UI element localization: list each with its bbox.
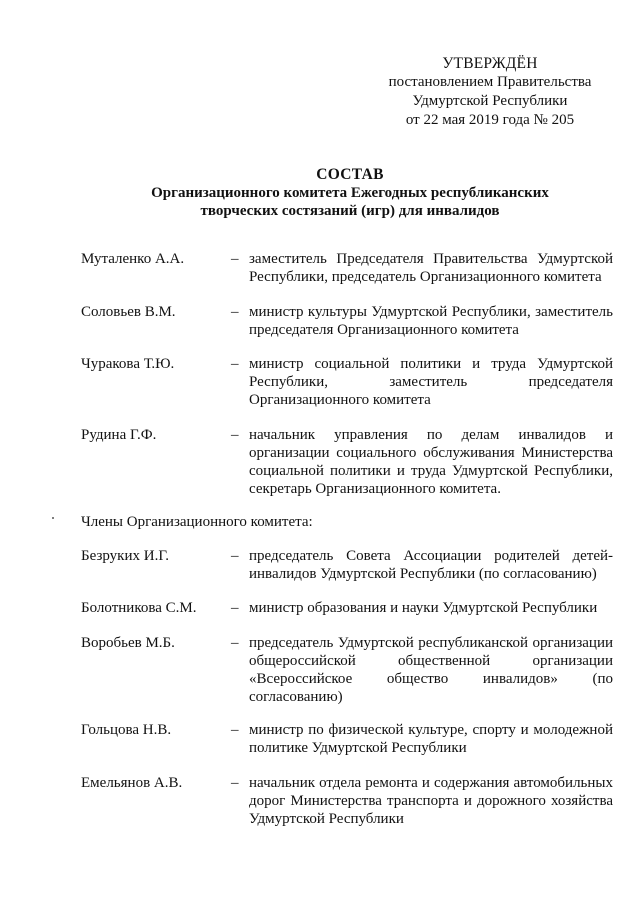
approval-title: УТВЕРЖДЁН bbox=[442, 55, 538, 72]
approval-date-line: от 22 мая 2019 года № 205 bbox=[405, 112, 575, 128]
roster-entry bbox=[81, 634, 613, 706]
dash-separator: – bbox=[231, 304, 239, 320]
dash-separator: – bbox=[231, 722, 239, 738]
person-name: Безруких И.Г. bbox=[81, 548, 170, 564]
dash-separator: – bbox=[231, 635, 239, 651]
person-role: начальник отдела ремонта и содержания автомобильных дорог Министерства транспорта и дорожного хозяйства Удмуртской Республики bbox=[249, 775, 613, 827]
roster-entry bbox=[81, 426, 613, 498]
document-title: СОСТАВ bbox=[316, 166, 384, 183]
roster-entry bbox=[81, 250, 613, 286]
approval-stamp bbox=[380, 54, 600, 130]
dash-separator: – bbox=[231, 427, 239, 443]
dash-separator: – bbox=[231, 600, 239, 616]
person-role: заместитель Председателя Правительства Удмуртской Республики, председатель Организационного комитета bbox=[249, 251, 613, 285]
members-section-label: Члены Организационного комитета: bbox=[81, 514, 313, 530]
person-role: министр образования и науки Удмуртской Республики bbox=[249, 600, 598, 616]
approval-line: постановлением Правительства bbox=[388, 74, 592, 90]
person-role: министр по физической культуре, спорту и молодежной политике Удмуртской Республики bbox=[249, 722, 613, 756]
margin-mark bbox=[52, 517, 54, 519]
person-name: Гольцова Н.В. bbox=[81, 722, 172, 738]
dash-separator: – bbox=[231, 251, 239, 267]
person-role: председатель Совета Ассоциации родителей детей-инвалидов Удмуртской Республики (по согласованию) bbox=[249, 548, 613, 582]
roster-entry bbox=[81, 774, 613, 828]
roster-entry bbox=[81, 355, 613, 409]
person-name: Болотникова С.М. bbox=[81, 600, 197, 616]
person-role: министр культуры Удмуртской Республики, заместитель председателя Организационного комитета bbox=[249, 304, 613, 338]
approval-line: Удмуртской Республики bbox=[412, 93, 568, 109]
document-subtitle: творческих состязаний (игр) для инвалидов bbox=[200, 203, 500, 219]
document-heading bbox=[70, 166, 630, 220]
dash-separator: – bbox=[231, 775, 239, 791]
person-role: начальник управления по делам инвалидов и организации социального обслуживания Министерства социальной политики и труда Удмуртской Республики, секретарь Организационного комитета. bbox=[249, 427, 613, 497]
person-name: Муталенко А.А. bbox=[81, 251, 185, 267]
person-role: министр социальной политики и труда Удмуртской Республики, заместитель председателя Организационного комитета bbox=[249, 356, 613, 408]
document-subtitle: Организационного комитета Ежегодных республиканских bbox=[151, 185, 549, 201]
person-name: Емельянов А.В. bbox=[81, 775, 183, 791]
person-name: Рудина Г.Ф. bbox=[81, 427, 157, 443]
person-name: Воробьев М.Б. bbox=[81, 635, 175, 651]
dash-separator: – bbox=[231, 356, 239, 372]
person-name: Соловьев В.М. bbox=[81, 304, 176, 320]
dash-separator: – bbox=[231, 548, 239, 564]
person-name: Чуракова Т.Ю. bbox=[81, 356, 175, 372]
roster-entry bbox=[81, 599, 613, 617]
roster-entry bbox=[81, 303, 613, 339]
roster-entry bbox=[81, 721, 613, 757]
roster-entry bbox=[81, 547, 613, 583]
person-role: председатель Удмуртской республиканской организации общероссийской общественной организации «Всероссийское общество инвалидов» (по согласованию) bbox=[249, 635, 613, 705]
